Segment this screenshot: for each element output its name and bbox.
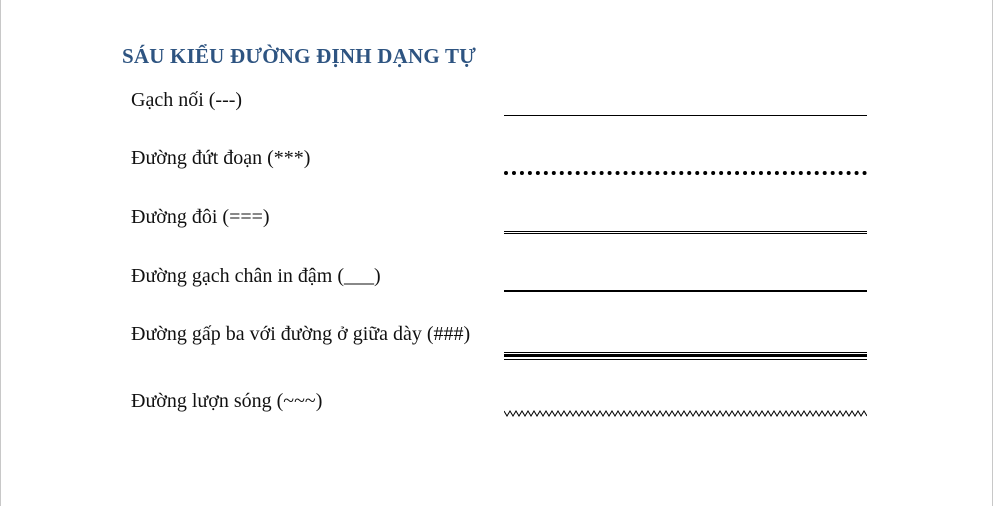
line-sample-triple xyxy=(504,352,867,360)
document-heading: SÁU KIỂU ĐƯỜNG ĐỊNH DẠNG TỰ xyxy=(122,44,477,68)
row-label-wavy: Đường lượn sóng (~~~) xyxy=(131,390,323,412)
line-sample-thick xyxy=(504,290,867,292)
line-sample-single xyxy=(504,115,867,116)
row-label-single: Gạch nối (---) xyxy=(131,89,243,111)
row-label-triple: Đường gấp ba với đường ở giữa dày (###) xyxy=(131,323,471,345)
line-sample-triple-middle xyxy=(504,354,867,357)
row-label-dotted: Đường đứt đoạn (***) xyxy=(131,147,311,169)
line-sample-double xyxy=(504,231,867,234)
line-sample-wavy xyxy=(504,409,867,419)
line-sample-dotted xyxy=(504,171,867,175)
row-label-double: Đường đôi (===) xyxy=(131,206,270,228)
row-label-thick: Đường gạch chân in đậm (___) xyxy=(131,265,381,287)
wavy-line-graphic xyxy=(504,409,867,419)
